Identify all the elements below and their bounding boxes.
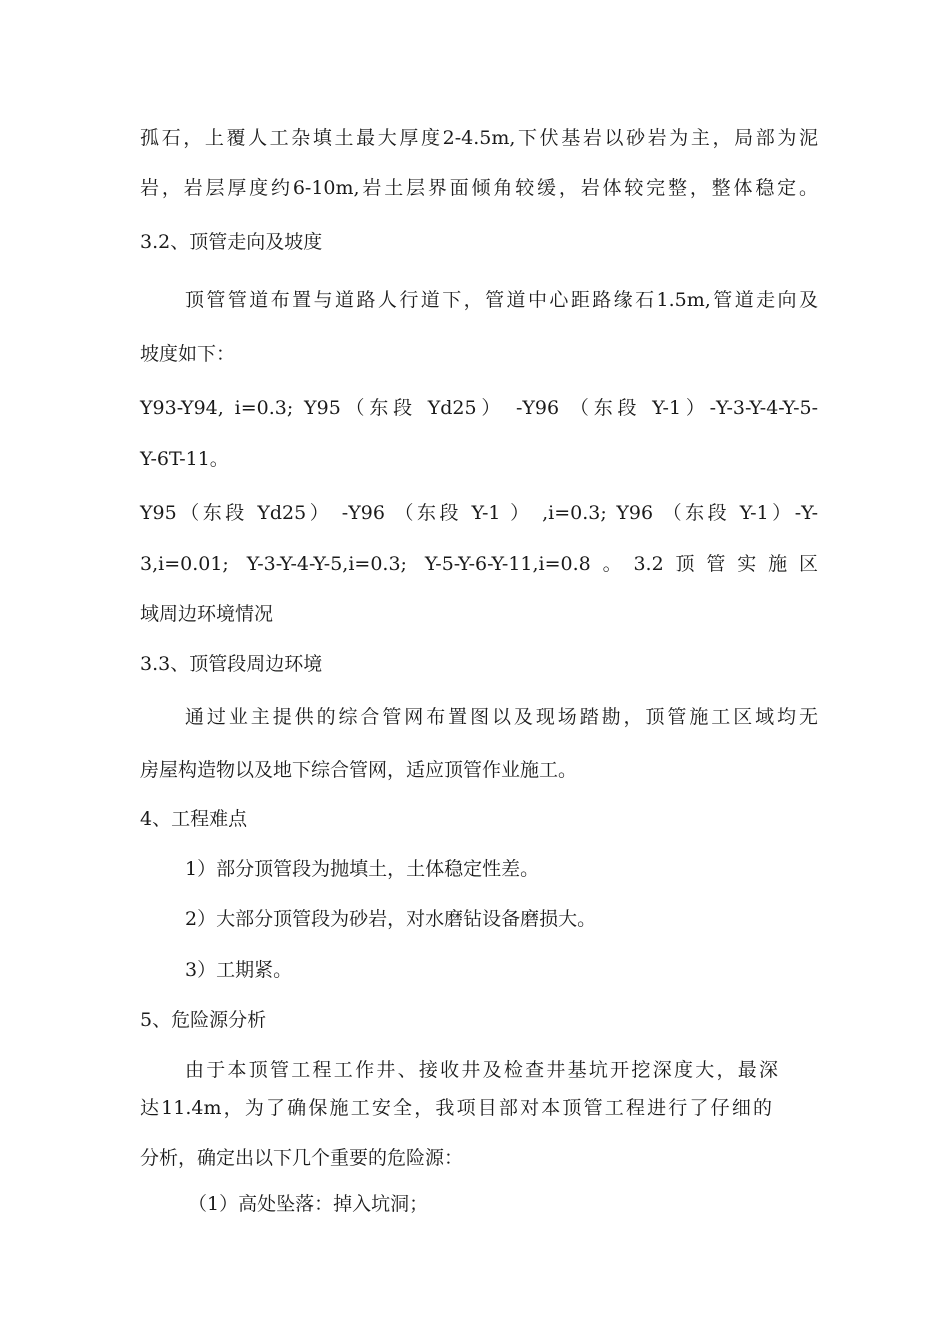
- heading-text: 4、工程难点: [140, 808, 248, 830]
- list-item-text: 2）大部分顶管段为砂岩，对水磨钻设备磨损大。: [185, 908, 597, 930]
- list-item-text: 1）部分顶管段为抛填土，土体稳定性差。: [185, 858, 540, 880]
- paragraph-hazard-line-1: 由于本顶管工程工作井、接收井及检查井基坑开挖深度大，最深: [185, 1059, 778, 1081]
- paragraph-geology-line-1: 孤石，上覆人工杂填土最大厚度2-4.5m,下伏基岩以砂岩为主，局部为泥: [140, 127, 818, 149]
- paragraph-text: Y-6T-11。: [140, 448, 229, 470]
- slope-spec-line-1: Y93-Y94, i=0.3; Y95（东段 Yd25） -Y96 （东段 Y-1）-Y-3-Y-4-Y-5-: [140, 397, 818, 419]
- paragraph-text: 域周边环境情况: [140, 603, 274, 625]
- heading-text: 3.2、顶管走向及坡度: [140, 231, 323, 253]
- paragraph-environment-line-1: 通过业主提供的综合管网布置图以及现场踏勘，顶管施工区域均无: [185, 706, 818, 728]
- paragraph-text: 房屋构造物以及地下综合管网，适应顶管作业施工。: [140, 759, 578, 781]
- slope-spec-line-3: Y95（东段 Yd25） -Y96 （东段 Y-1 ） ,i=0.3; Y96 （东段 Y-1）-Y-: [140, 502, 818, 524]
- heading-text: 5、危险源分析: [140, 1009, 267, 1031]
- list-item-text: （1）高处坠落：掉入坑洞；: [188, 1193, 429, 1215]
- slope-spec-line-4: 3,i=0.01; Y-3-Y-4-Y-5,i=0.3; Y-5-Y-6-Y-11,i=0.8。3.2顶管实施区: [140, 553, 818, 575]
- list-item-text: 3）工期紧。: [185, 959, 293, 981]
- paragraph-geology-line-2: 岩，岩层厚度约6-10m,岩土层界面倾角较缓，岩体较完整，整体稳定。: [140, 177, 818, 199]
- paragraph-hazard-line-2: 达11.4m，为了确保施工安全，我项目部对本顶管工程进行了仔细的: [140, 1097, 772, 1119]
- paragraph-text: 分析，确定出以下几个重要的危险源：: [140, 1147, 464, 1169]
- heading-text: 3.3、顶管段周边环境: [140, 653, 323, 675]
- paragraph-text: 坡度如下：: [140, 343, 236, 365]
- paragraph-pipe-layout-line-1: 顶管管道布置与道路人行道下，管道中心距路缘石1.5m,管道走向及: [185, 289, 818, 311]
